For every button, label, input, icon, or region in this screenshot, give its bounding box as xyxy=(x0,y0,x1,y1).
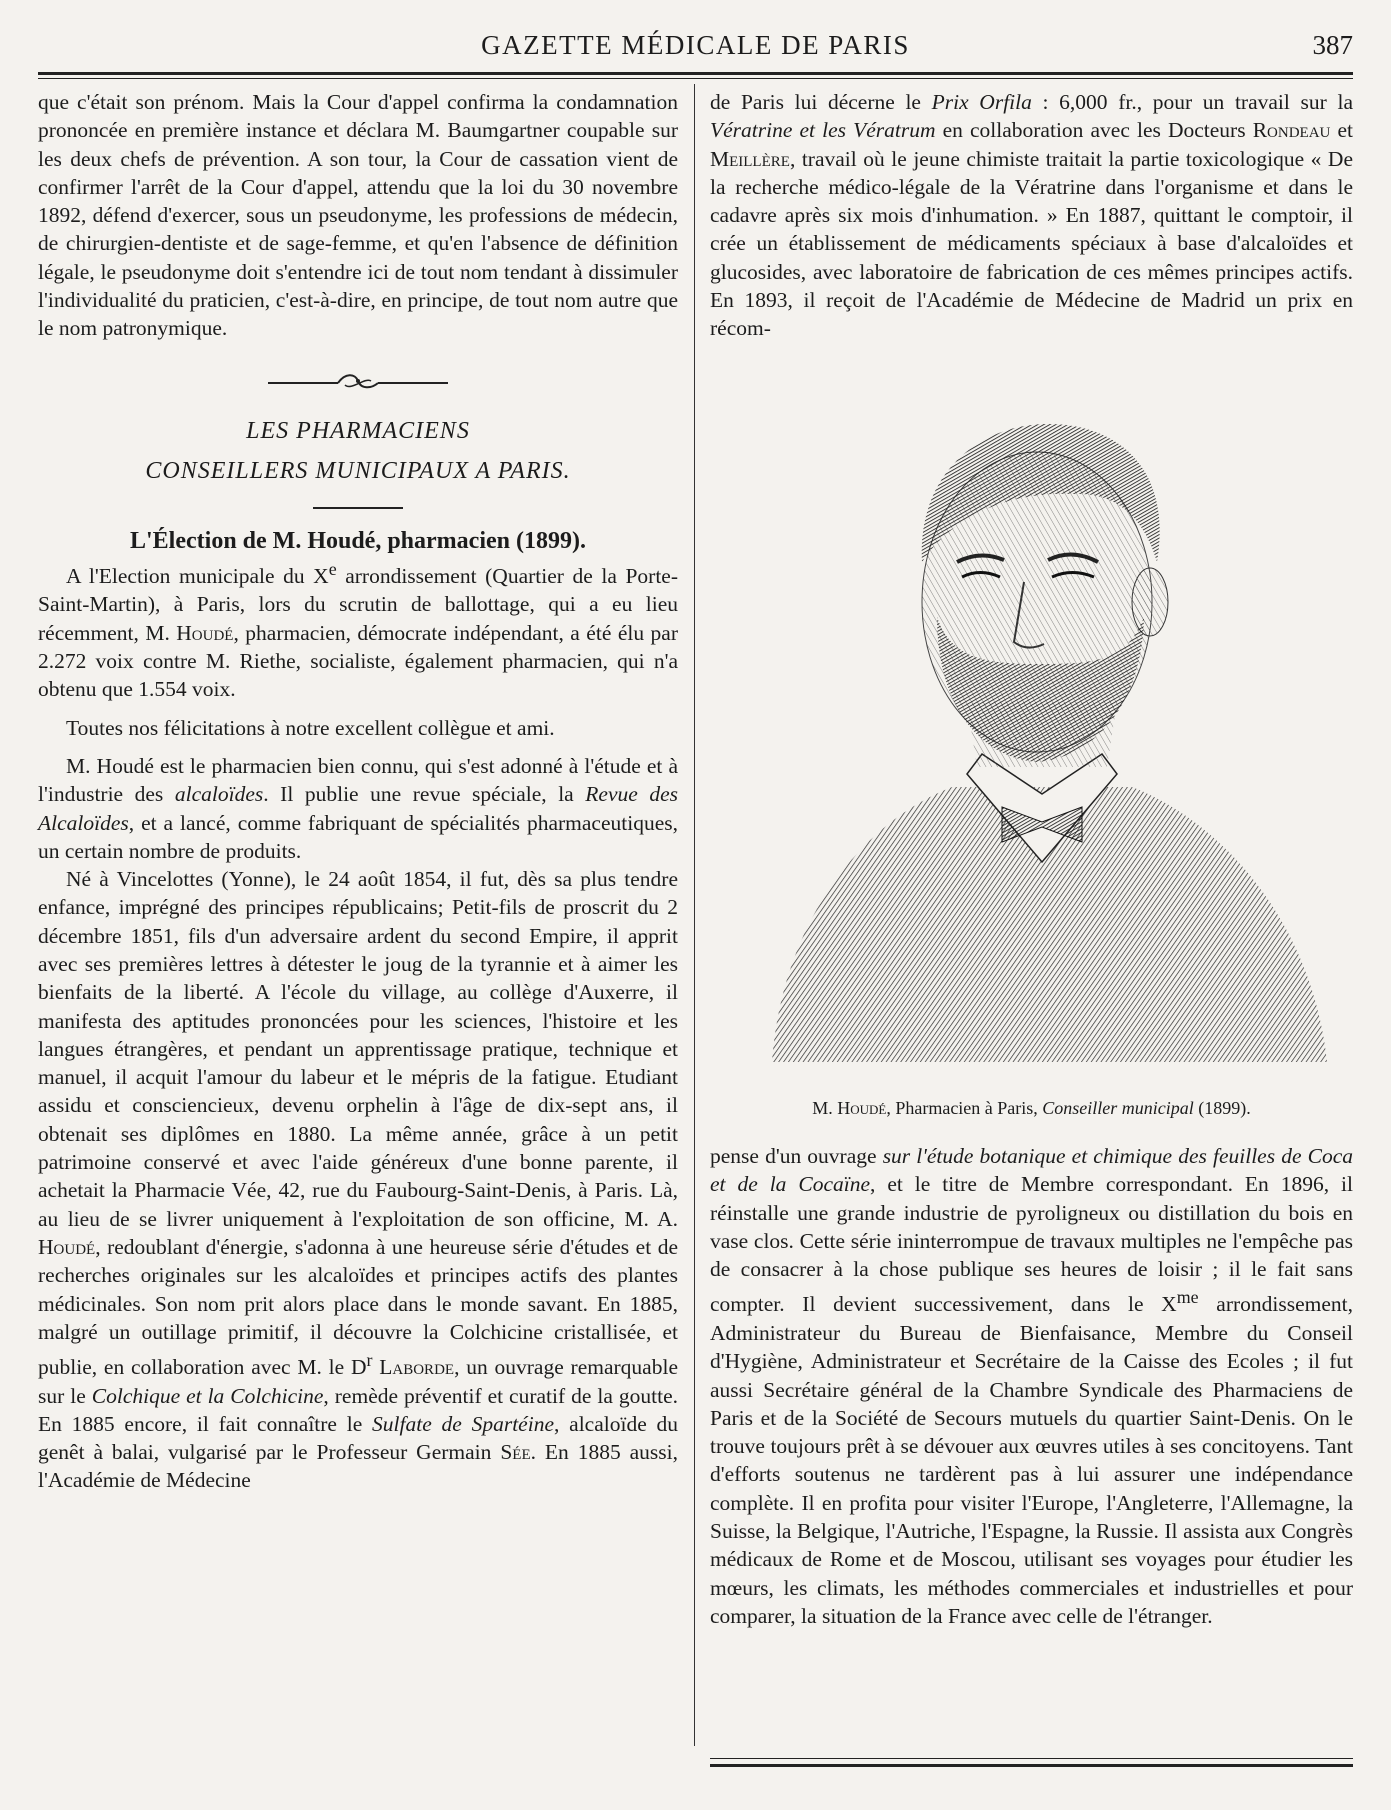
left-column xyxy=(38,88,678,1495)
section-rule xyxy=(313,507,403,509)
paragraph-prix-orfila: de Paris lui décerne le Prix Orfila : 6,000 fr., pour un travail sur la Vératrine et les Vératrum en collaboration avec les Docteurs Rondeau et Meillère, travail où le jeune chimiste traitait la partie toxicologique « De la recherche médico-légale de la Vératrine dans l'organisme et dans le cadavre après six mois d'inhumation. » En 1887, quittant le comptoir, il crée un établissement de médicaments spéciaux à base d'alcaloïdes et glucosides, avec laboratoire de fabrication de ces mêmes principes actifs. En 1893, il reçoit de l'Académie de Médecine de Madrid un prix en récom- xyxy=(710,90,1353,341)
paragraph-congratulations: Toutes nos félicitations à notre excellent collègue et ami. xyxy=(66,715,555,740)
header-rule-thick xyxy=(38,72,1353,75)
ornament-flourish-icon xyxy=(263,369,453,393)
paragraph-biography: Né à Vincelottes (Yonne), le 24 août 1854, il fut, dès sa plus tendre enfance, imprégné des principes républicains; Petit-fils de proscrit du 2 décembre 1851, fils d'un adversaire ardent du second Empire, il apprit avec ses premières lettres à détester le joug de la tyrannie et à aimer les bienfaits de la liberté. A l'école du village, au collège d'Auxerre, il manifesta des aptitudes prononcées pour les sciences, l'histoire et les langues étrangères, et pendant un apprentissage pratique, technique et manuel, il acquit l'amour du labeur et le mépris de la fatigue. Etudiant assidu et consciencieux, devenu orphelin à l'âge de dix-sept ans, il obtenait ses diplômes en 1880. La même année, grâce à un petit patrimoine conservé et avec l'aide généreux d'une bonne parente, il achetait la Pharmacie Vée, 42, rue du Faubourg-Saint-Denis, à Paris. Là, au lieu de se livrer uniquement à l'exploitation de son officine, M. A. Houdé, redoublant d'énergie, s'adonna à une heureuse série d'études et de recherches originales sur les alcaloïdes et principes actifs des plantes médicinales. Son nom prit alors place dans le monde savant. En 1885, malgré un outillage primitif, il découvre la Colchicine cristallisée, et publie, en collaboration avec M. le $D^r$ Laborde, un ouvrage remarquable sur le Colchique et la Colchicine, remède préventif et curatif de la goutte. En 1885 encore, il fait connaître le Sulfate de Spartéine, alcaloïde du genêt à balai, vulgarisé par le Professeur Germain Sée. En 1885 aussi, l'Académie de Médecine xyxy=(38,867,679,1493)
column-divider xyxy=(694,84,695,1746)
paragraph-court-ruling: que c'était son prénom. Mais la Cour d'appel confirma la condamnation prononcée en première instance et déclara M. Baumgartner coupable sur les deux chefs de prévention. A son tour, la Cour de cassation vient de confirmer l'arrêt de la Cour d'appel, attendu que la loi du 30 novembre 1892, défend d'exercer, sous un pseudonyme, les professions de médecin, de chirurgien-dentiste et de sage-femme, et qu'en l'absence de définition légale, le pseudonyme doit s'entendre ici de tout nom tendant à dissimuler l'individualité du praticien, c'est-à-dire, en principe, de tout nom autre que le nom patronymique. xyxy=(38,90,678,341)
footer-rule-thick xyxy=(710,1764,1353,1767)
portrait-engraving xyxy=(752,402,1342,1062)
running-head xyxy=(38,26,1353,66)
ornament-divider xyxy=(38,369,678,393)
right-column-bottom xyxy=(710,1142,1353,1630)
paragraph-houde-intro: M. Houdé est le pharmacien bien connu, qui s'est adonné à l'étude et à l'industrie des alcaloïdes. Il publie une revue spéciale, la Revue des Alcaloïdes, et a lancé, comme fabriquant de spécialités pharmaceutiques, un certain nombre de produits. xyxy=(38,753,679,863)
header-rule-thin xyxy=(38,78,1353,79)
paragraph-election: A l'Election municipale du Xe arrondissement (Quartier de la Porte-Saint-Martin), à Paris, lors du scrutin de ballottage, qui a eu lieu récemment, M. Houdé, pharmacien, démocrate indépendant, a été élu par 2.272 voix contre M. Riethe, socialiste, également pharmacien, qui n'a obtenu que 1.554 voix. xyxy=(38,558,679,702)
portrait-caption: M. Houdé, Pharmacien à Paris, Conseiller municipal (1899). xyxy=(812,1098,1251,1118)
footer-rule-thin xyxy=(710,1758,1353,1759)
portrait-icon xyxy=(752,402,1342,1062)
journal-title: GAZETTE MÉDICALE DE PARIS xyxy=(481,30,910,60)
page-number: 387 xyxy=(1312,30,1353,60)
article-title: L'Élection de M. Houdé, pharmacien (1899). xyxy=(130,527,586,554)
paragraph-coca-career: pense d'un ouvrage sur l'étude botanique et chimique des feuilles de Coca et de la Cocaïne, et le titre de Membre correspondant. En 1896, il réinstalle une grande industrie de pyroligneux ou distillation du bois en vase clos. Cette série ininterrompue de travaux multiples ne l'empêche pas de consacrer à la chose publique ses heures de loisir ; il le fait sans compter. Il devient successivement, dans le $X^{me}$ arrondissement, Administrateur du Bureau de Bienfaisance, Membre du Conseil d'Hygiène, Administrateur et Secrétaire de la Caisse des Ecoles ; il fut aussi Secrétaire général de la Chambre Syndicale des Pharmaciens de Paris et de la Société de Secours mutuels du quartier Saint-Denis. On le trouve toujours prêt à se dévouer aux œuvres utiles à ses concitoyens. Tant d'efforts soutenus ne tardèrent pas à lui assurer une indépendance complète. Il en profita pour visiter l'Europe, l'Angleterre, l'Allemagne, la Suisse, la Belgique, l'Autriche, l'Espagne, la Russie. Il assista aux Congrès médicaux de Rome et de Moscou, utilisant ses voyages pour étudier les mœurs, les climats, les méthodes commerciales et industrielles et pour comparer, la situation de la France avec celle de l'étranger. xyxy=(710,1144,1354,1628)
section-title-line-1: LES PHARMACIENS xyxy=(246,417,470,444)
section-title-line-2: CONSEILLERS MUNICIPAUX A PARIS. xyxy=(145,457,571,484)
right-column-top xyxy=(710,88,1353,343)
